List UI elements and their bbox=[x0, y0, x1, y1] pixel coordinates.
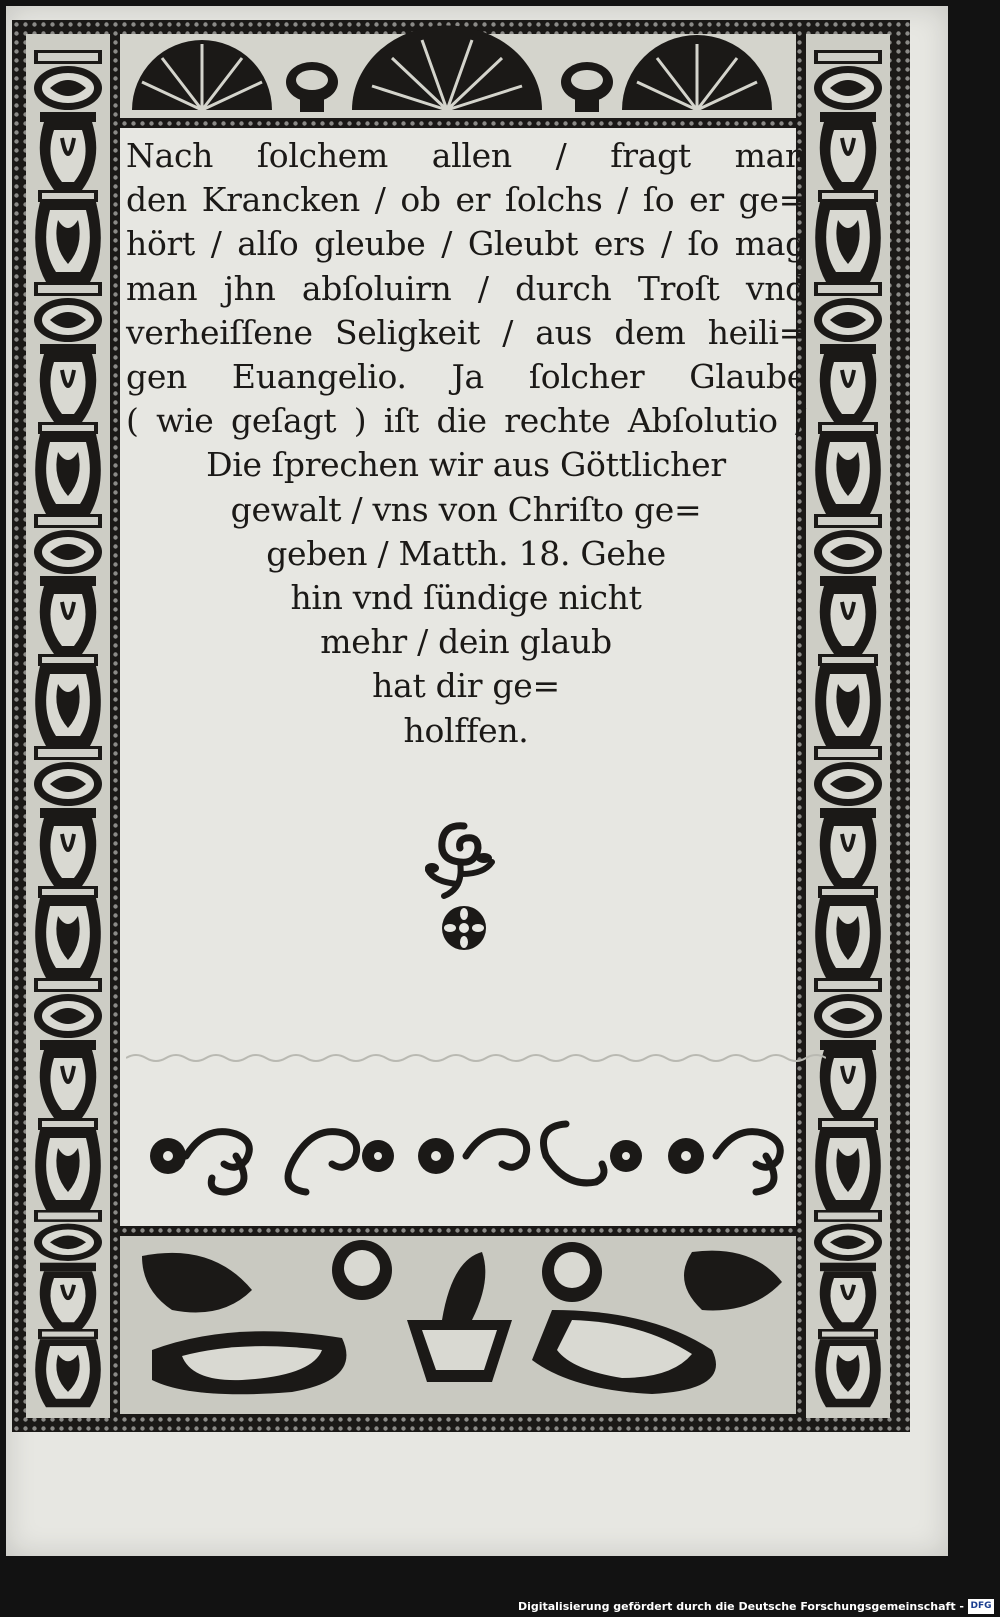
book-page bbox=[6, 6, 948, 1556]
dfg-logo: DFG bbox=[968, 1599, 994, 1614]
text-line: hin vnd ſündige nicht bbox=[290, 578, 642, 618]
text-line: hat dir ge= bbox=[372, 666, 560, 706]
page-text bbox=[126, 134, 806, 753]
text-line: Nach ſolchem allen / fragt man bbox=[126, 136, 806, 175]
text-line: man jhn abſoluirn / durch Troſt vnd bbox=[126, 268, 806, 308]
text-line: hört / alſo gleube / Gleubt ers / ſo mag bbox=[126, 224, 806, 264]
decorative-rule bbox=[126, 1052, 826, 1064]
text-line: ( wie geſagt ) iſt die rechte Abſolutio / bbox=[126, 401, 806, 441]
footer-bar bbox=[0, 1595, 1000, 1617]
text-line: geben / Matth. 18. Gehe bbox=[266, 533, 666, 573]
digitization-credit: Digitalisierung gefördert durch die Deutsche Forschungsgemeinschaft - bbox=[517, 1600, 964, 1613]
text-line: verheiſſene Seligkeit / aus dem heili= bbox=[126, 312, 806, 352]
text-line: holffen. bbox=[403, 710, 529, 750]
floral-ornament-band bbox=[146, 1110, 806, 1202]
text-line: den Krancken / ob er ſolchs / ſo er ge= bbox=[126, 180, 806, 220]
fleuron-ornament bbox=[414, 818, 514, 958]
text-line: gewalt / vns von Chriſto ge= bbox=[230, 489, 702, 529]
text-line: mehr / dein glaub bbox=[320, 622, 612, 662]
text-line: gen Euangelio. Ja ſolcher Glaube bbox=[126, 357, 806, 397]
text-line: Die ſprechen wir aus Göttlicher bbox=[206, 445, 726, 485]
